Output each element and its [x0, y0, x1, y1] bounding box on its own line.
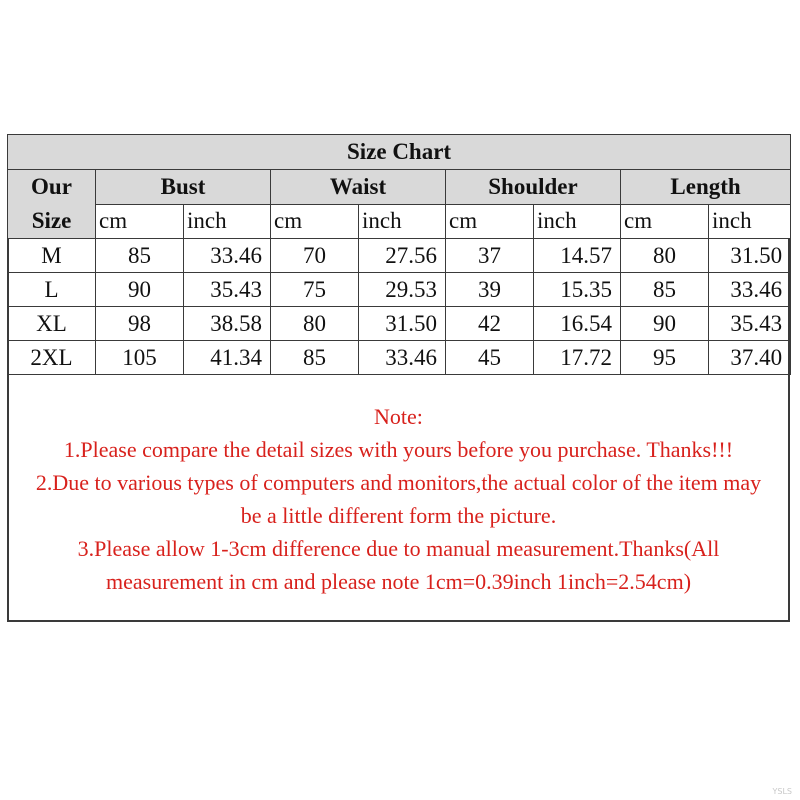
value-cell: 70 — [271, 239, 359, 273]
table-row — [8, 273, 791, 307]
value-cell: 31.50 — [709, 239, 791, 273]
size-cell: XL — [8, 307, 96, 341]
value-cell: 15.35 — [534, 273, 621, 307]
our-size-label-line1: Our — [31, 174, 72, 199]
value-cell: 14.57 — [534, 239, 621, 273]
note-line-1: 1.Please compare the detail sizes with yours before you purchase. Thanks!!! — [63, 437, 734, 462]
value-cell: 98 — [96, 307, 184, 341]
value-cell: 29.53 — [359, 273, 446, 307]
unit-header-row — [8, 204, 791, 239]
size-cell: L — [8, 273, 96, 307]
length-cm-unit: cm — [621, 204, 709, 239]
length-header: Length — [621, 170, 791, 205]
size-chart-table — [7, 134, 791, 375]
value-cell: 31.50 — [359, 307, 446, 341]
our-size-label-line2: Size — [31, 208, 72, 233]
shoulder-cm-unit: cm — [446, 204, 534, 239]
value-cell: 90 — [96, 273, 184, 307]
bust-header: Bust — [96, 170, 271, 205]
value-cell: 37.40 — [709, 341, 791, 375]
value-cell: 17.72 — [534, 341, 621, 375]
value-cell: 85 — [621, 273, 709, 307]
value-cell: 39 — [446, 273, 534, 307]
value-cell: 45 — [446, 341, 534, 375]
value-cell: 37 — [446, 239, 534, 273]
our-size-header — [8, 170, 96, 239]
size-cell: M — [8, 239, 96, 273]
table-row — [8, 239, 791, 273]
value-cell: 16.54 — [534, 307, 621, 341]
value-cell: 80 — [271, 307, 359, 341]
group-header-row — [8, 170, 791, 205]
value-cell: 35.43 — [709, 307, 791, 341]
value-cell: 42 — [446, 307, 534, 341]
waist-inch-unit: inch — [359, 204, 446, 239]
size-cell: 2XL — [8, 341, 96, 375]
value-cell: 41.34 — [184, 341, 271, 375]
shoulder-header: Shoulder — [446, 170, 621, 205]
value-cell: 105 — [96, 341, 184, 375]
note-line-3: 3.Please allow 1-3cm difference due to manual measurement.Thanks(All measurement in cm and please note 1cm=0.39inch 1inch=2.54cm) — [77, 536, 720, 594]
value-cell: 33.46 — [359, 341, 446, 375]
title-row — [8, 135, 791, 170]
table-row — [8, 341, 791, 375]
bust-inch-unit: inch — [184, 204, 271, 239]
note-heading: Note: — [374, 404, 423, 429]
waist-header: Waist — [271, 170, 446, 205]
value-cell: 27.56 — [359, 239, 446, 273]
notes-section — [9, 400, 788, 598]
value-cell: 33.46 — [184, 239, 271, 273]
table-row — [8, 307, 791, 341]
length-inch-unit: inch — [709, 204, 791, 239]
waist-cm-unit: cm — [271, 204, 359, 239]
value-cell: 90 — [621, 307, 709, 341]
value-cell: 75 — [271, 273, 359, 307]
shoulder-inch-unit: inch — [534, 204, 621, 239]
value-cell: 33.46 — [709, 273, 791, 307]
value-cell: 95 — [621, 341, 709, 375]
value-cell: 85 — [271, 341, 359, 375]
value-cell: 80 — [621, 239, 709, 273]
value-cell: 85 — [96, 239, 184, 273]
value-cell: 38.58 — [184, 307, 271, 341]
value-cell: 35.43 — [184, 273, 271, 307]
watermark: YSLS — [772, 787, 792, 796]
table-title: Size Chart — [8, 135, 791, 170]
note-line-2: 2.Due to various types of computers and monitors,the actual color of the item may be a little different form the picture. — [35, 470, 762, 528]
bust-cm-unit: cm — [96, 204, 184, 239]
